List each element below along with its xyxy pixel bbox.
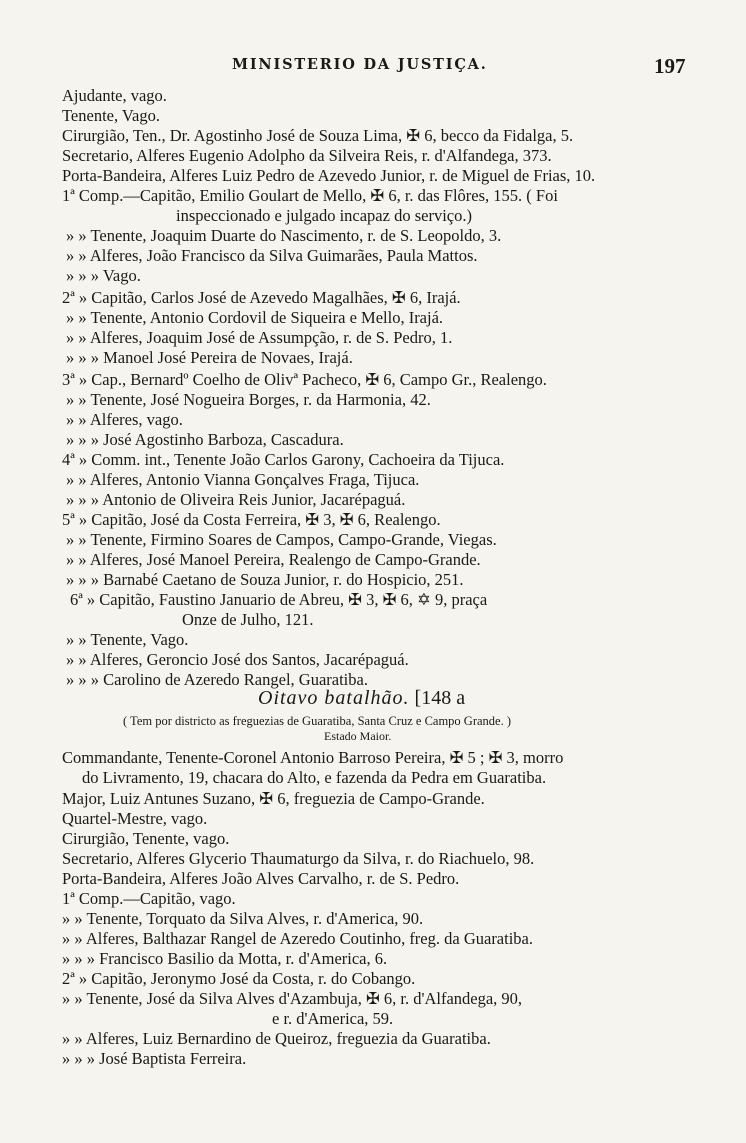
text-line: » » Tenente, Torquato da Silva Alves, r. d'America, 90. bbox=[62, 909, 424, 928]
text-line: » » » Francisco Basilio da Motta, r. d'America, 6. bbox=[62, 949, 388, 968]
text-line: » » Tenente, Joaquim Duarte do Nascimento, r. de S. Leopoldo, 3. bbox=[66, 226, 502, 245]
text-line: » » » José Agostinho Barboza, Cascadura. bbox=[66, 430, 344, 449]
text-line: 3ª » Cap., Bernardº Coelho de Olivª Pacheco, ✠ 6, Campo Gr., Realengo. bbox=[62, 370, 547, 389]
text-line: Commandante, Tenente-Coronel Antonio Barroso Pereira, ✠ 5 ; ✠ 3, morro bbox=[62, 748, 564, 767]
text-line: 1ª Comp.—Capitão, vago. bbox=[62, 889, 236, 908]
text-line: » » Tenente, Vago. bbox=[66, 630, 189, 649]
text-line: » » » José Baptista Ferreira. bbox=[62, 1049, 247, 1068]
text-line: » » Alferes, Antonio Vianna Gonçalves Fraga, Tijuca. bbox=[66, 470, 420, 489]
text-line: » » Alferes, João Francisco da Silva Guimarães, Paula Mattos. bbox=[66, 246, 478, 265]
running-head bbox=[0, 56, 746, 80]
text-line: 4ª » Comm. int., Tenente João Carlos Garony, Cachoeira da Tijuca. bbox=[62, 450, 505, 469]
text-line: » » Alferes, José Manoel Pereira, Realengo de Campo-Grande. bbox=[66, 550, 481, 569]
text-line: 2ª » Capitão, Carlos José de Azevedo Magalhães, ✠ 6, Irajá. bbox=[62, 288, 461, 307]
text-line: 2ª » Capitão, Jeronymo José da Costa, r. do Cobango. bbox=[62, 969, 416, 988]
text-line: do Livramento, 19, chacara do Alto, e fazenda da Pedra em Guaratiba. bbox=[82, 768, 547, 787]
text-line: » » Tenente, Antonio Cordovil de Siqueira e Mello, Irajá. bbox=[66, 308, 444, 327]
text-line: e r. d'America, 59. bbox=[272, 1009, 394, 1028]
page-number: 197 bbox=[654, 54, 686, 78]
text-line: Secretario, Alferes Eugenio Adolpho da Silveira Reis, r. d'Alfandega, 373. bbox=[62, 146, 552, 165]
staff-heading: Estado Maior. bbox=[324, 729, 392, 743]
text-line: inspeccionado e julgado incapaz do serviço.) bbox=[176, 206, 472, 225]
text-line: » » Alferes, vago. bbox=[66, 410, 183, 429]
text-line: » » » Antonio de Oliveira Reis Junior, Jacarépaguá. bbox=[66, 490, 406, 509]
running-title: MINISTERIO DA JUSTIÇA. bbox=[232, 56, 488, 73]
section-heading bbox=[258, 686, 465, 710]
text-line: » » » Vago. bbox=[66, 266, 141, 285]
district-note: ( Tem por districto as freguezias de Guaratiba, Santa Cruz e Campo Grande. ) bbox=[123, 714, 511, 728]
text-line: 6ª » Capitão, Faustino Januario de Abreu, ✠ 3, ✠ 6, ✡ 9, praça bbox=[70, 590, 488, 609]
text-line: » » Tenente, Firmino Soares de Campos, Campo-Grande, Viegas. bbox=[66, 530, 497, 549]
text-line: » » Tenente, José Nogueira Borges, r. da Harmonia, 42. bbox=[66, 390, 431, 409]
text-line: Major, Luiz Antunes Suzano, ✠ 6, freguezia de Campo-Grande. bbox=[62, 789, 485, 808]
text-line: » » Alferes, Joaquim José de Assumpção, r. de S. Pedro, 1. bbox=[66, 328, 453, 347]
text-line: Secretario, Alferes Glycerio Thaumaturgo da Silva, r. do Riachuelo, 98. bbox=[62, 849, 535, 868]
text-line: » » Tenente, José da Silva Alves d'Azambuja, ✠ 6, r. d'Alfandega, 90, bbox=[62, 989, 523, 1008]
text-line: Tenente, Vago. bbox=[62, 106, 160, 125]
text-line: » » Alferes, Geroncio José dos Santos, Jacarépaguá. bbox=[66, 650, 409, 669]
text-line: » » » Barnabé Caetano de Souza Junior, r. do Hospicio, 251. bbox=[66, 570, 464, 589]
text-line: Porta-Bandeira, Alferes Luiz Pedro de Azevedo Junior, r. de Miguel de Frias, 10. bbox=[62, 166, 596, 185]
section-title: Oitavo batalhão. bbox=[258, 687, 410, 709]
text-line: » » » Manoel José Pereira de Novaes, Irajá. bbox=[66, 348, 353, 367]
text-line: » » Alferes, Balthazar Rangel de Azeredo Coutinho, freg. da Guaratiba. bbox=[62, 929, 533, 948]
text-line: 1ª Comp.—Capitão, Emilio Goulart de Mello, ✠ 6, r. das Flôres, 155. ( Foi bbox=[62, 186, 558, 205]
section-ref: [148 a bbox=[414, 687, 466, 709]
text-line: Porta-Bandeira, Alferes João Alves Carvalho, r. de S. Pedro. bbox=[62, 869, 460, 888]
text-line: » » Alferes, Luiz Bernardino de Queiroz, freguezia da Guaratiba. bbox=[62, 1029, 491, 1048]
text-line: Quartel-Mestre, vago. bbox=[62, 809, 208, 828]
text-line: 5ª » Capitão, José da Costa Ferreira, ✠ 3, ✠ 6, Realengo. bbox=[62, 510, 441, 529]
text-line: » » » Carolino de Azeredo Rangel, Guaratiba. bbox=[66, 670, 368, 689]
text-line: Onze de Julho, 121. bbox=[182, 610, 314, 629]
text-line: Cirurgião, Ten., Dr. Agostinho José de Souza Lima, ✠ 6, becco da Fidalga, 5. bbox=[62, 126, 574, 145]
text-line: Ajudante, vago. bbox=[62, 86, 167, 105]
text-line: Cirurgião, Tenente, vago. bbox=[62, 829, 230, 848]
